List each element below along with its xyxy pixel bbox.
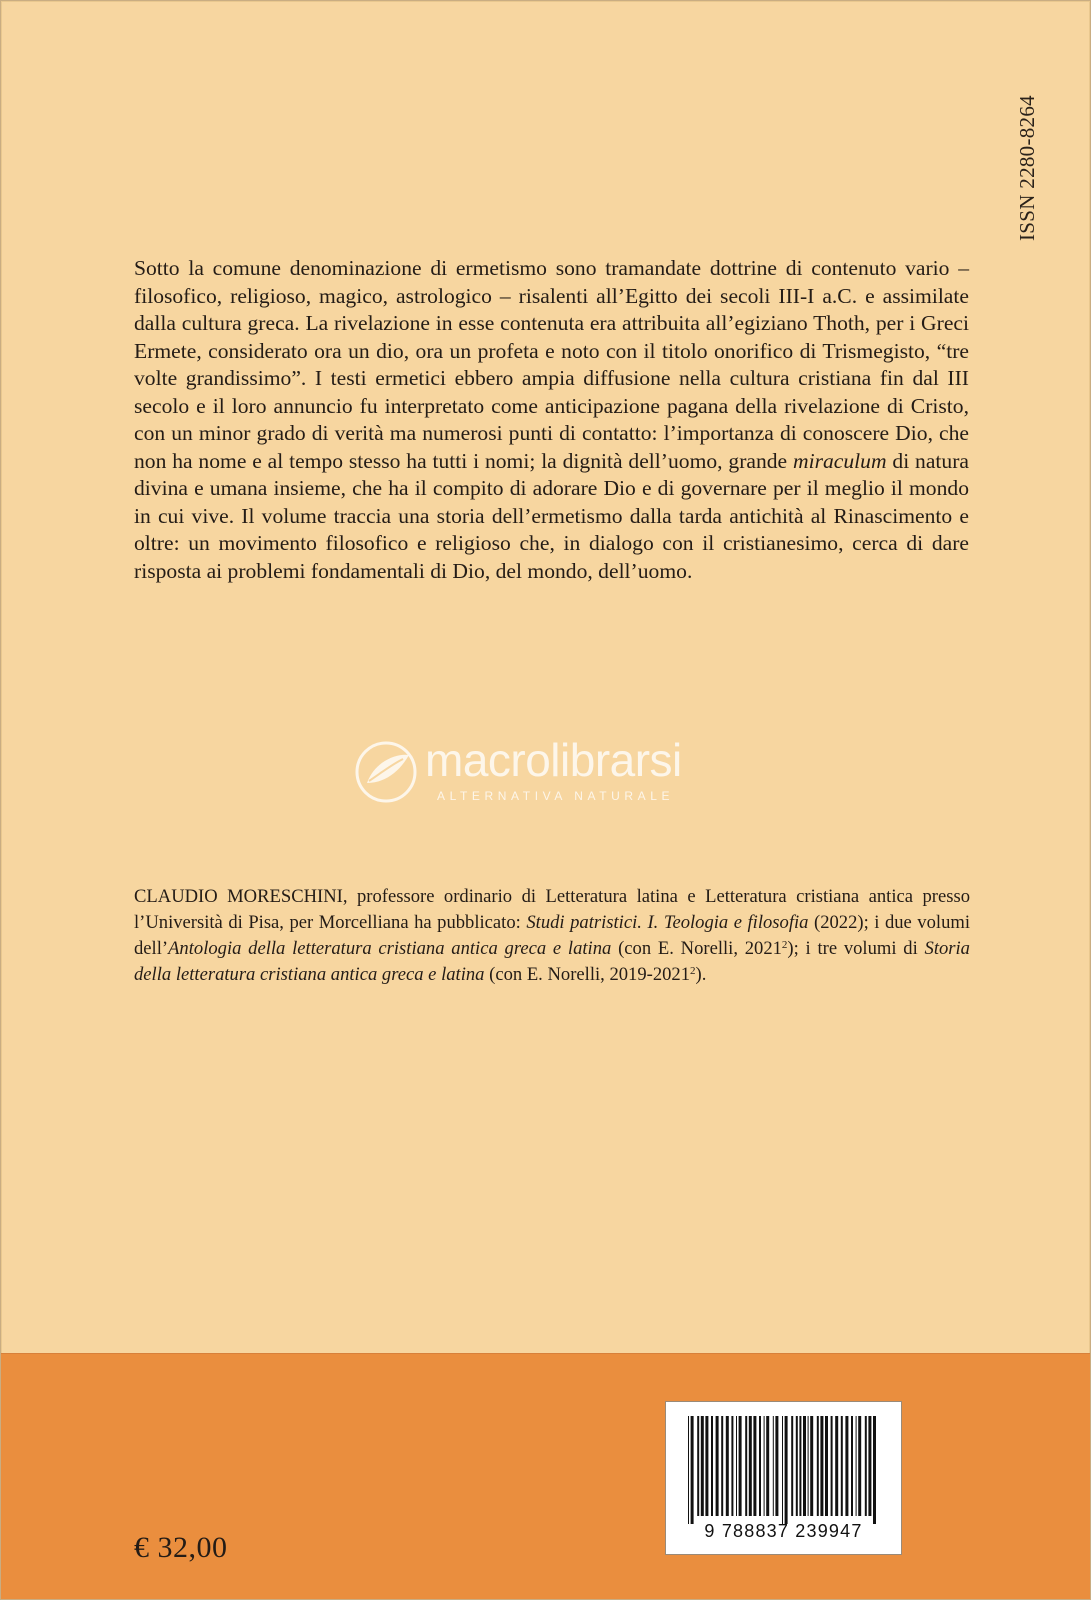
barcode-bar bbox=[775, 1416, 778, 1516]
blurb-text-2: a.C. e assimilate dalla cultura greca. La rivelazione in esse contenuta era attribuita all’egiziano Thoth, per i Greci Ermete, considerato ora un dio, ora un profeta e noto con il titolo onorifico di Trismegisto, “tre volte grandissimo”. I testi ermetici ebbero ampia diffusione nella cultura cristiana fin dal bbox=[134, 283, 969, 390]
price-label: € 32,00 bbox=[134, 1531, 228, 1564]
macrolibrarsi-watermark bbox=[353, 734, 773, 809]
author-bio-text-1: , professore ordinario di Letteratura latina e Letteratura cristiana antica presso l’Università di Pisa, per Morcelliana ha pubblicato: bbox=[134, 886, 970, 933]
barcode-bar bbox=[791, 1416, 793, 1516]
barcode-bar bbox=[701, 1416, 704, 1516]
blurb-text-3: secolo e il loro annuncio fu interpretato come anticipazione pagana della rivelazione di Cristo, con un minor grado di verità ma numerosi punti di contatto: l’importanza di conoscere Dio, che non ha nome e al tempo stesso ha tutti i nomi; la dignità dell’uomo, grande bbox=[134, 393, 969, 473]
author-bio-text-5: (con E. Norelli, 2019-2021 bbox=[489, 964, 691, 985]
book-blurb bbox=[134, 255, 969, 585]
barcode-bar bbox=[865, 1416, 867, 1516]
barcode-bar bbox=[810, 1416, 813, 1516]
author-bio-text-3: (con E. Norelli, 2021 bbox=[618, 938, 782, 959]
blurb-text-1: Sotto la comune denominazione di ermetismo sono tramandate dottrine di contenuto vario – filosofico, religioso, magico, astrologico – risalenti all’Egitto dei secoli bbox=[134, 256, 969, 308]
barcode-bar bbox=[688, 1416, 689, 1524]
book-title-3: Storia della letteratura cristiana antica greca e latina bbox=[134, 938, 970, 985]
barcode-bar bbox=[873, 1416, 876, 1524]
author-bio bbox=[134, 884, 970, 988]
barcode-bar bbox=[697, 1416, 699, 1516]
barcode-bar bbox=[726, 1416, 729, 1516]
barcode-bar bbox=[835, 1416, 838, 1516]
barcode-bar bbox=[851, 1416, 853, 1516]
barcode-bar bbox=[766, 1416, 769, 1516]
blurb-century: III bbox=[947, 366, 969, 390]
barcode-bar bbox=[753, 1416, 756, 1516]
barcode-bar bbox=[841, 1416, 843, 1516]
barcode-bar bbox=[782, 1416, 783, 1524]
edition-superscript-2: 2 bbox=[690, 965, 696, 977]
watermark-tagline: ALTERNATIVA NATURALE bbox=[437, 789, 675, 803]
barcode-bar bbox=[716, 1416, 719, 1516]
book-title-1-volume: I. bbox=[647, 912, 659, 933]
barcode-bar bbox=[799, 1416, 801, 1516]
watermark-brand: macrolibrarsi bbox=[425, 734, 682, 786]
barcode-bar bbox=[745, 1416, 747, 1516]
barcode-bar bbox=[796, 1416, 798, 1516]
barcode-bar bbox=[749, 1416, 752, 1516]
book-title-1-subtitle: Teologia e filosofia bbox=[663, 912, 809, 933]
barcode-bar bbox=[773, 1416, 774, 1516]
barcode-bar bbox=[858, 1416, 861, 1516]
blurb-text-4: di natura divina e umana insieme, che ha il compito di adorare Dio e di governare per il meglio il mondo in cui vive. Il volume traccia una storia dell’ermetismo dalla tarda antichità al Rinascimento e oltre: un movimento filosofico e religioso che, in dialogo con il cristianesimo, cerca di dare risposta ai problemi fondamentali di Dio, del mondo, dell’uomo. bbox=[134, 448, 970, 583]
author-bio-text-2: (2022); i due volumi dell’ bbox=[134, 912, 970, 959]
author-bio-text-6: ). bbox=[695, 964, 707, 985]
barcode-bar bbox=[785, 1416, 788, 1524]
barcode-bar bbox=[856, 1416, 857, 1516]
barcode-bar bbox=[711, 1416, 713, 1516]
barcode-bar bbox=[845, 1416, 848, 1516]
issn-number: ISSN 2280-8264 bbox=[1015, 95, 1039, 241]
barcode-bar bbox=[764, 1416, 765, 1516]
barcode-bar bbox=[803, 1416, 806, 1516]
barcode-bar bbox=[831, 1416, 833, 1516]
blurb-italic-term: miraculum bbox=[793, 448, 887, 473]
edition-superscript-1: 2 bbox=[781, 939, 788, 951]
barcode-bar bbox=[825, 1416, 828, 1516]
book-title-1: Studi patristici. bbox=[526, 912, 642, 933]
barcode-bar bbox=[759, 1416, 761, 1516]
author-name: CLAUDIO MORESCHINI bbox=[134, 886, 343, 907]
barcode-bar bbox=[691, 1416, 694, 1524]
barcode-bar bbox=[705, 1416, 708, 1516]
barcode-bar bbox=[820, 1416, 823, 1516]
barcode-digits: 9 788837 239947 bbox=[704, 1521, 863, 1541]
barcode-bar bbox=[721, 1416, 723, 1516]
blurb-centuries: III-I bbox=[778, 283, 815, 308]
author-bio-text-4: ); i tre volumi di bbox=[787, 938, 918, 959]
barcode-bar bbox=[817, 1416, 819, 1516]
book-title-2: Antologia della letteratura cristiana antica greca e latina bbox=[168, 938, 612, 959]
barcode-bar bbox=[739, 1416, 742, 1516]
barcode-bar bbox=[868, 1416, 871, 1516]
leaf-swirl-icon bbox=[353, 739, 419, 805]
barcode-bar bbox=[736, 1416, 737, 1516]
barcode-bar bbox=[808, 1416, 809, 1516]
isbn-barcode bbox=[665, 1401, 902, 1555]
barcode-bar bbox=[731, 1416, 733, 1516]
